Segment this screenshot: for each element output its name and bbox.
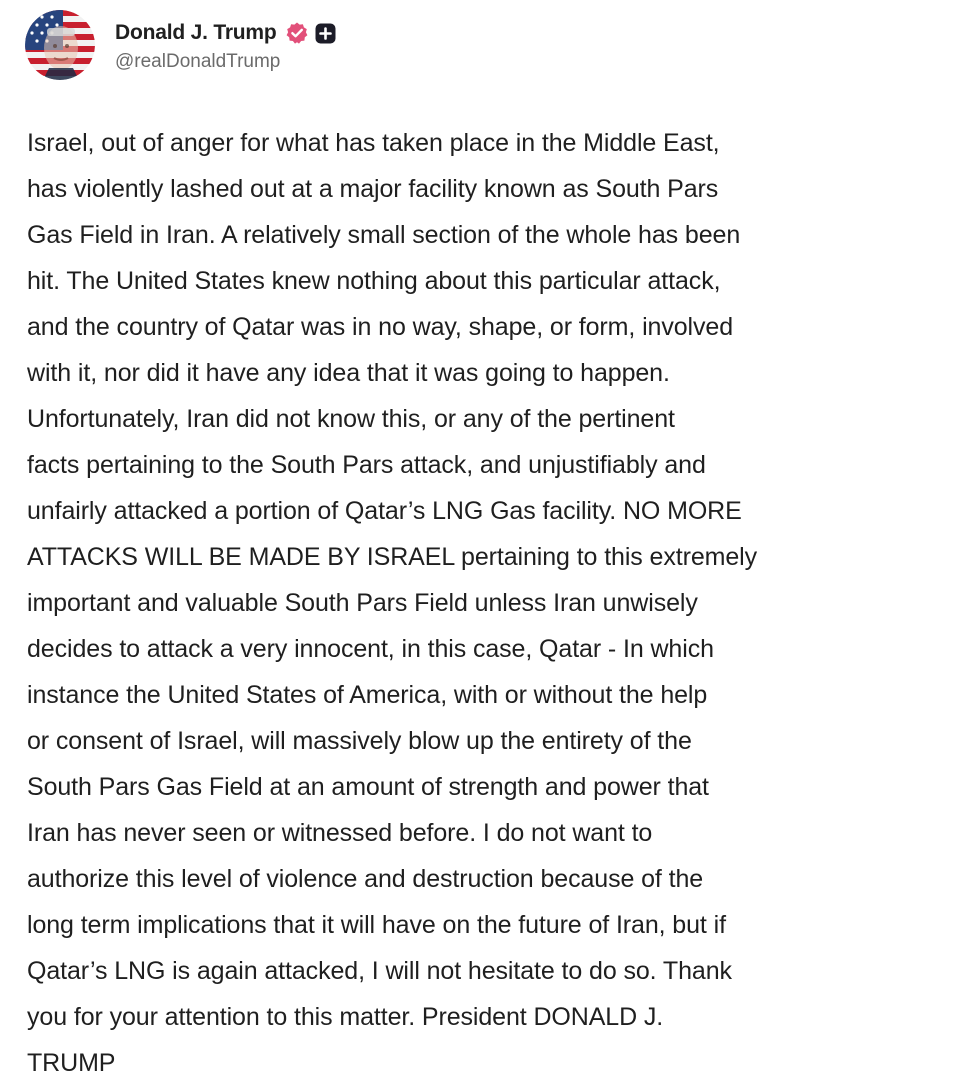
post-body-line: facts pertaining to the South Pars attack, and unjustifiably and (27, 451, 706, 479)
author-display-name[interactable]: Donald J. Trump (115, 21, 277, 44)
author-avatar[interactable] (25, 10, 95, 80)
post-body-line: Iran has never seen or witnessed before. I do not want to (27, 819, 653, 847)
post-body-line: ATTACKS WILL BE MADE BY ISRAEL pertaining to this extremely (27, 543, 758, 571)
post-body-line: Unfortunately, Iran did not know this, or any of the pertinent (27, 405, 675, 433)
post-body (27, 120, 932, 1083)
post-body-line: long term implications that it will have on the future of Iran, but if (27, 911, 726, 939)
post-body-line: instance the United States of America, with or without the help (27, 681, 708, 709)
plus-badge-icon (315, 23, 336, 44)
post-body-line: Israel, out of anger for what has taken place in the Middle East, (27, 129, 720, 157)
post-body-line: TRUMP (27, 1049, 116, 1077)
post-body-line: with it, nor did it have any idea that it was going to happen. (27, 359, 670, 387)
flag-portrait-avatar-icon (25, 10, 95, 80)
verified-badge-icon (285, 21, 309, 45)
author-handle[interactable]: @realDonaldTrump (115, 51, 281, 72)
post-body-line: authorize this level of violence and destruction because of the (27, 865, 704, 893)
post-body-line: or consent of Israel, will massively blow up the entirety of the (27, 727, 692, 755)
author-identity (115, 17, 336, 73)
post-body-line: important and valuable South Pars Field unless Iran unwisely (27, 589, 698, 617)
post-body-line: and the country of Qatar was in no way, shape, or form, involved (27, 313, 734, 341)
post-body-line: South Pars Gas Field at an amount of strength and power that (27, 773, 709, 801)
post-body-line: unfairly attacked a portion of Qatar’s LNG Gas facility. NO MORE (27, 497, 742, 525)
post-body-line: has violently lashed out at a major facility known as South Pars (27, 175, 719, 203)
post-body-line: Gas Field in Iran. A relatively small section of the whole has been (27, 221, 741, 249)
post-header (25, 8, 336, 82)
post-body-line: you for your attention to this matter. President DONALD J. (27, 1003, 664, 1031)
post-body-line: hit. The United States knew nothing about this particular attack, (27, 267, 721, 295)
post-body-line: decides to attack a very innocent, in this case, Qatar - In which (27, 635, 714, 663)
post-body-line: Qatar’s LNG is again attacked, I will not hesitate to do so. Thank (27, 957, 732, 985)
name-row (115, 17, 336, 49)
